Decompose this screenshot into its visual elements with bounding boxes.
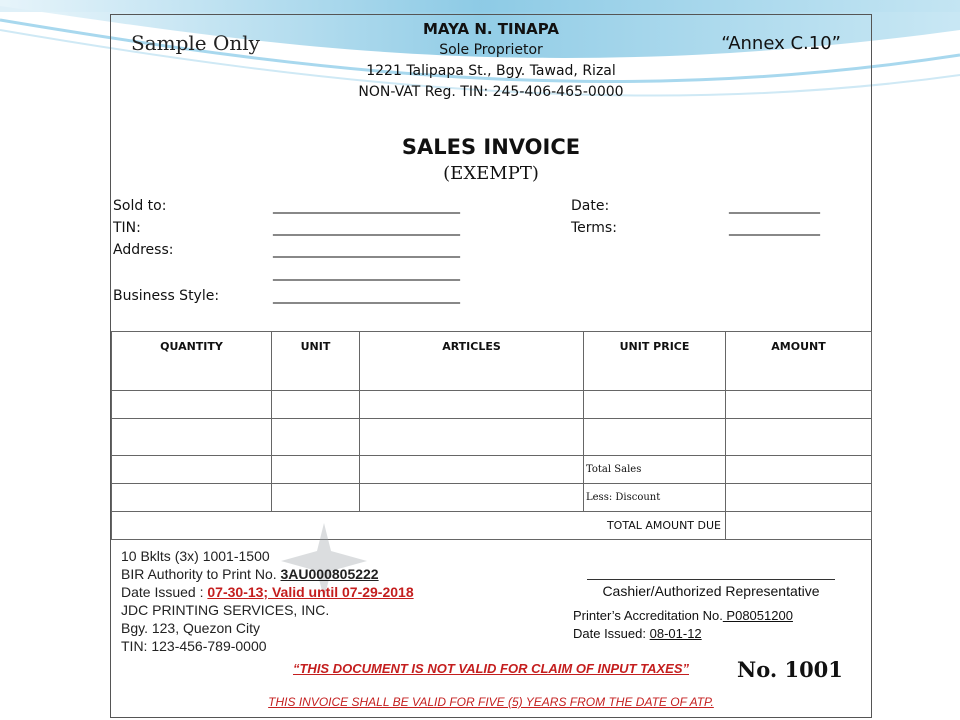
table-cell[interactable] xyxy=(112,391,272,419)
total-due-row xyxy=(112,512,872,540)
terms-label: Terms: xyxy=(571,220,617,236)
sold-to-blank[interactable]: _______________________________ xyxy=(273,198,459,214)
total-sales-row xyxy=(112,456,872,484)
address-blank-1[interactable]: _______________________________ xyxy=(273,242,459,258)
owner-role: Sole Proprietor xyxy=(439,42,543,58)
total-amount-due-value[interactable] xyxy=(726,512,872,540)
table-cell[interactable] xyxy=(112,456,272,484)
not-valid-notice: “THIS DOCUMENT IS NOT VALID FOR CLAIM OF INPUT TAXES” xyxy=(292,661,689,676)
table-cell[interactable] xyxy=(272,419,360,456)
bir-authority-number: 3AU000805222 xyxy=(280,566,379,582)
table-cell[interactable] xyxy=(272,484,360,512)
total-sales-amount[interactable] xyxy=(726,456,872,484)
items-table xyxy=(111,331,871,540)
invoice-number: No. 1001 xyxy=(737,657,843,682)
table-cell[interactable] xyxy=(272,456,360,484)
accreditation-label: Printer’s Accreditation No. xyxy=(573,608,723,623)
tin-blank[interactable]: _______________________________ xyxy=(273,220,459,236)
less-discount-label: Less: Discount xyxy=(584,484,726,512)
owner-name: MAYA N. TINAPA xyxy=(422,20,560,38)
printer-date-label: Date Issued: xyxy=(573,626,650,641)
sample-only-label: Sample Only xyxy=(131,31,260,55)
printer-details xyxy=(121,547,414,655)
invoice-title: SALES INVOICE xyxy=(401,135,581,159)
accreditation-row xyxy=(573,607,793,625)
validity-notice: THIS INVOICE SHALL BE VALID FOR FIVE (5) YEARS FROM THE DATE OF ATP. xyxy=(268,695,714,709)
quantity-header: QUANTITY xyxy=(112,332,272,391)
table-cell[interactable] xyxy=(360,391,584,419)
booklet-info: 10 Bklts (3x) 1001-1500 xyxy=(121,548,270,564)
invoice-sheet xyxy=(110,14,872,718)
table-cell[interactable] xyxy=(726,391,872,419)
terms-blank[interactable]: _______________ xyxy=(729,220,819,236)
annex-label: “Annex C.10” xyxy=(721,33,841,54)
signature-line[interactable] xyxy=(587,563,835,580)
date-blank[interactable]: _______________ xyxy=(729,198,819,214)
address-label: Address: xyxy=(113,242,174,258)
accreditation-number: P08051200 xyxy=(722,608,793,623)
tin-label: TIN: xyxy=(113,220,141,236)
articles-header: ARTICLES xyxy=(360,332,584,391)
table-cell[interactable] xyxy=(726,419,872,456)
business-header xyxy=(111,19,871,103)
discount-amount[interactable] xyxy=(726,484,872,512)
printer-date-row xyxy=(573,625,793,643)
table-cell[interactable] xyxy=(272,391,360,419)
business-style-blank[interactable]: _______________________________ xyxy=(273,288,459,304)
date-issued-value: 07-30-13; Valid until 07-29-2018 xyxy=(207,584,414,600)
date-issued-label: Date Issued : xyxy=(121,584,208,600)
table-cell[interactable] xyxy=(112,419,272,456)
date-issued xyxy=(121,583,414,601)
amount-header: AMOUNT xyxy=(726,332,872,391)
address-blank-2[interactable]: _______________________________ xyxy=(273,265,459,281)
total-sales-label: Total Sales xyxy=(584,456,726,484)
table-cell[interactable] xyxy=(584,391,726,419)
printer-date-value: 08-01-12 xyxy=(649,626,702,641)
discount-row xyxy=(112,484,872,512)
total-amount-due-label: TOTAL AMOUNT DUE xyxy=(112,512,726,540)
table-cell[interactable] xyxy=(360,484,584,512)
table-header-row xyxy=(112,332,872,391)
printer-address: Bgy. 123, Quezon City xyxy=(121,620,261,636)
printer-accreditation xyxy=(573,607,793,643)
printer-tin: TIN: 123-456-789-0000 xyxy=(121,638,267,654)
table-cell[interactable] xyxy=(112,484,272,512)
tin-line: NON-VAT Reg. TIN: 245-406-465-0000 xyxy=(358,84,624,100)
table-cell[interactable] xyxy=(360,419,584,456)
unit-price-header: UNIT PRICE xyxy=(584,332,726,391)
bir-authority-label: BIR Authority to Print No. xyxy=(121,566,281,582)
cashier-label: Cashier/Authorized Representative xyxy=(602,583,820,599)
table-cell[interactable] xyxy=(584,419,726,456)
date-label: Date: xyxy=(571,198,610,214)
unit-header: UNIT xyxy=(272,332,360,391)
sold-to-label: Sold to: xyxy=(113,198,167,214)
bir-authority xyxy=(121,565,414,583)
table-row xyxy=(112,391,872,419)
table-row xyxy=(112,419,872,456)
table-cell[interactable] xyxy=(360,456,584,484)
printer-name: JDC PRINTING SERVICES, INC. xyxy=(121,602,330,618)
business-style-label: Business Style: xyxy=(113,288,220,304)
business-address: 1221 Talipapa St., Bgy. Tawad, Rizal xyxy=(366,63,616,79)
invoice-subtitle: (EXEMPT) xyxy=(443,163,539,184)
